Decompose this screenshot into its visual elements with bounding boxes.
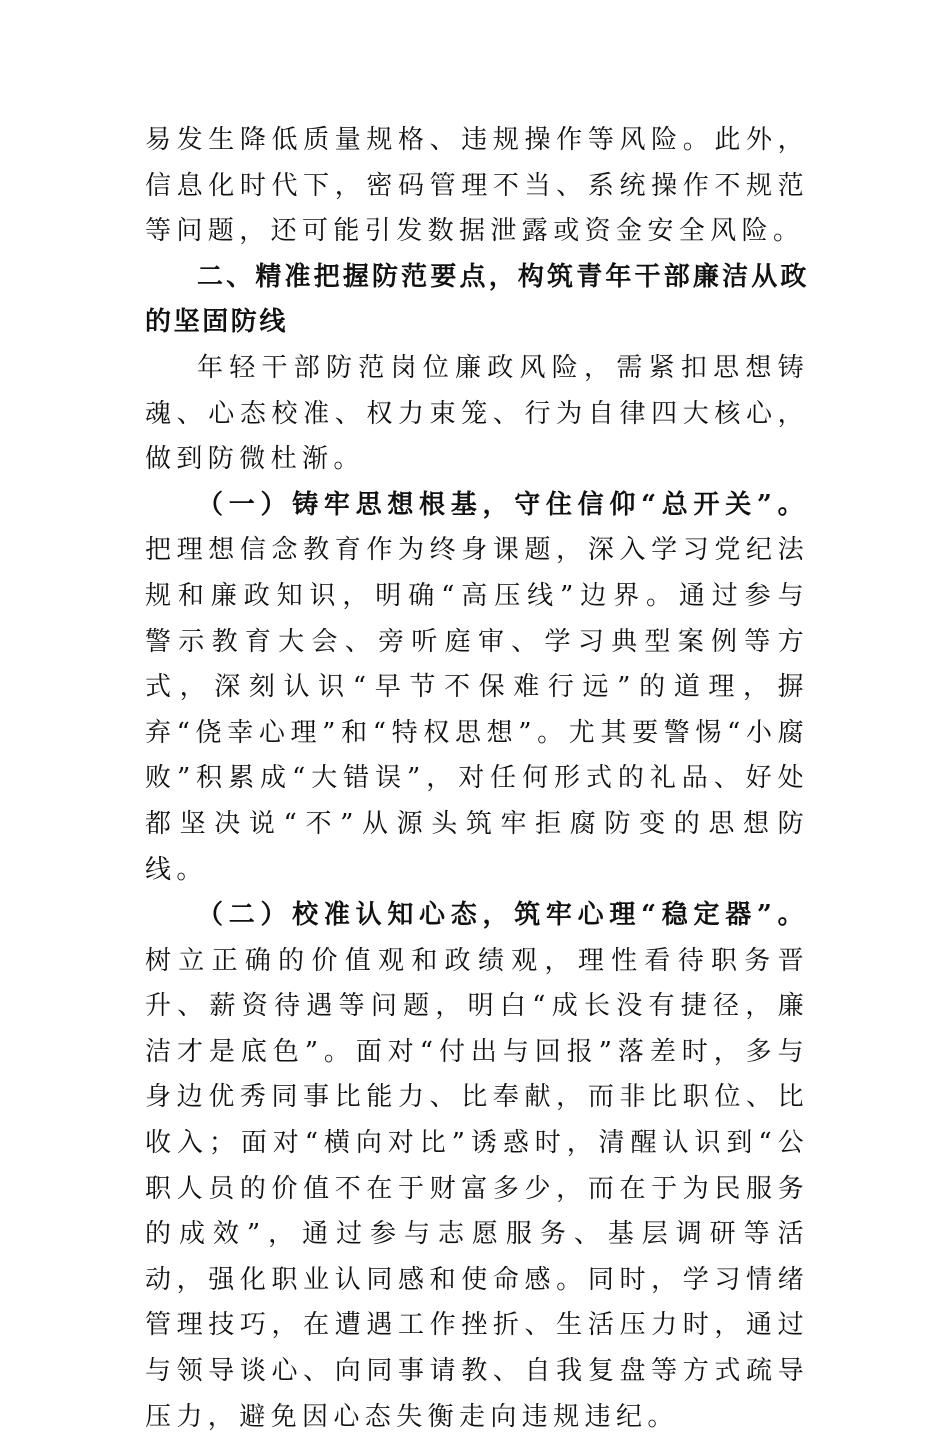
paragraph-subsection-one — [145, 483, 809, 893]
paragraph-subsection-two — [145, 893, 809, 1440]
subsection-two-title: （二）校准认知心态，筑牢心理“稳定器”。 — [197, 900, 809, 931]
document-page — [145, 118, 809, 1440]
subsection-two-body: 树立正确的价值观和政绩观，理性看待职务晋升、薪资待遇等问题，明白“成长没有捷径，廉洁才是底色”。面对“付出与回报”落差时，多与身边优秀同事比能力、比奉献，而非比职位、比收入；面对“横向对比”诱惑时，清醒认识到“公职人员的价值不在于财富多少，而在于为民服务的成效”，通过参与志愿服务、基层调研等活动，强化职业认同感和使命感。同时，学习情绪管理技巧，在遭遇工作挫折、生活压力时，通过与领导谈心、向同事请教、自我复盘等方式疏导压力，避免因心态失衡走向违规违纪。 — [145, 945, 809, 1432]
paragraph-risk-continuation: 易发生降低质量规格、违规操作等风险。此外，信息化时代下，密码管理不当、系统操作不规范等问题，还可能引发数据泄露或资金安全风险。 — [145, 125, 809, 247]
paragraph-intro: 年轻干部防范岗位廉政风险，需紧扣思想铸魂、心态校准、权力束笼、行为自律四大核心，做到防微杜渐。 — [145, 352, 809, 475]
subsection-one-body: 把理想信念教育作为终身课题，深入学习党纪法规和廉政知识，明确“高压线”边界。通过参与警示教育大会、旁听庭审、学习典型案例等方式，深刻认识“早节不保难行远”的道理，摒弃“侥幸心理”和“特权思想”。尤其要警惕“小腐败”积累成“大错误”，对任何形式的礼品、好处都坚决说“不”从源头筑牢拒腐防变的思想防线。 — [145, 535, 809, 885]
subsection-one-title: （一）铸牢思想根基，守住信仰“总开关”。 — [197, 489, 809, 520]
section-heading-two: 二、精准把握防范要点，构筑青年干部廉洁从政的坚固防线 — [145, 261, 809, 338]
